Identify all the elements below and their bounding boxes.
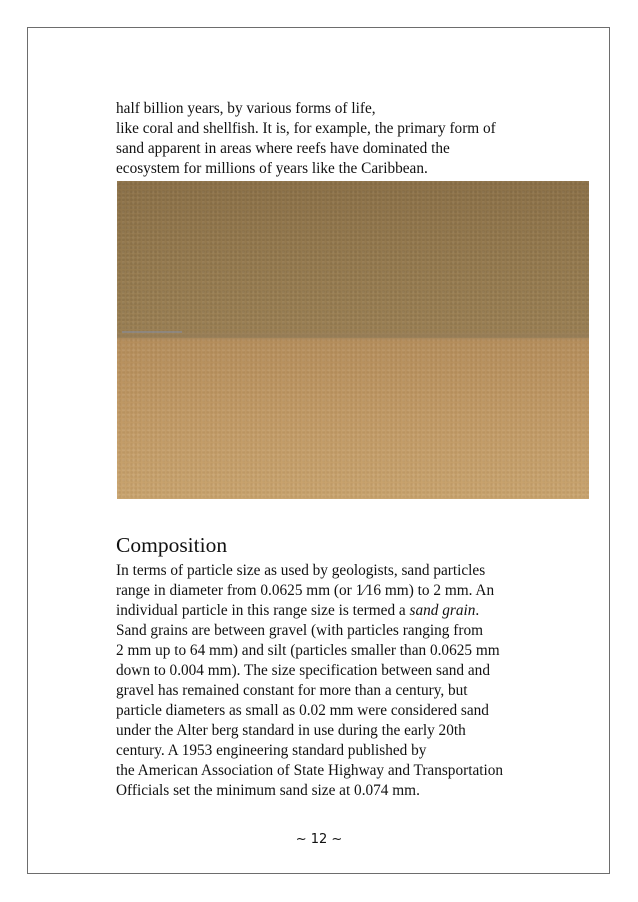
text-line: Officials set the minimum sand size at 0.074 mm. [116,782,420,799]
sand-photo-mark [122,331,182,333]
page-number: ~ 12 ~ [295,832,343,847]
sand-photo-lower [117,338,589,499]
text-line: century. A 1953 engineering standard published by [116,742,427,759]
text-run: . [475,602,480,619]
text-line: like coral and shellfish. It is, for example, the primary form of [116,120,496,137]
text-line: ecosystem for millions of years like the Caribbean. [116,160,428,177]
text-run: individual particle in this range size is termed a [116,602,410,619]
text-line: sand apparent in areas where reefs have dominated the [116,140,450,157]
text-line: down to 0.004 mm). The size specification between sand and [116,662,490,679]
sand-photo-upper [117,181,589,338]
sand-photo [117,181,589,499]
text-line: Sand grains are between gravel (with particles ranging from [116,622,483,639]
text-line: 2 mm up to 64 mm) and silt (particles smaller than 0.0625 mm [116,642,500,659]
sand-grain-term: sand grain [409,602,476,619]
sand-photo-horizon [117,331,589,341]
text-line: under the Alter berg standard in use during the early 20th [116,722,466,739]
text-line: range in diameter from 0.0625 mm (or 1⁄16 mm) to 2 mm. An [116,582,495,599]
text-line [116,601,503,621]
text-line: gravel has remained constant for more than a century, but [116,682,468,699]
text-line: particle diameters as small as 0.02 mm were considered sand [116,702,489,719]
text-line: the American Association of State Highway and Transportation [116,762,504,779]
section-heading: Composition [116,533,228,557]
text-line: In terms of particle size as used by geologists, sand particles [116,562,486,579]
composition-paragraph [116,561,503,801]
text-line: half billion years, by various forms of life, [116,100,376,117]
intro-paragraph [116,99,496,179]
